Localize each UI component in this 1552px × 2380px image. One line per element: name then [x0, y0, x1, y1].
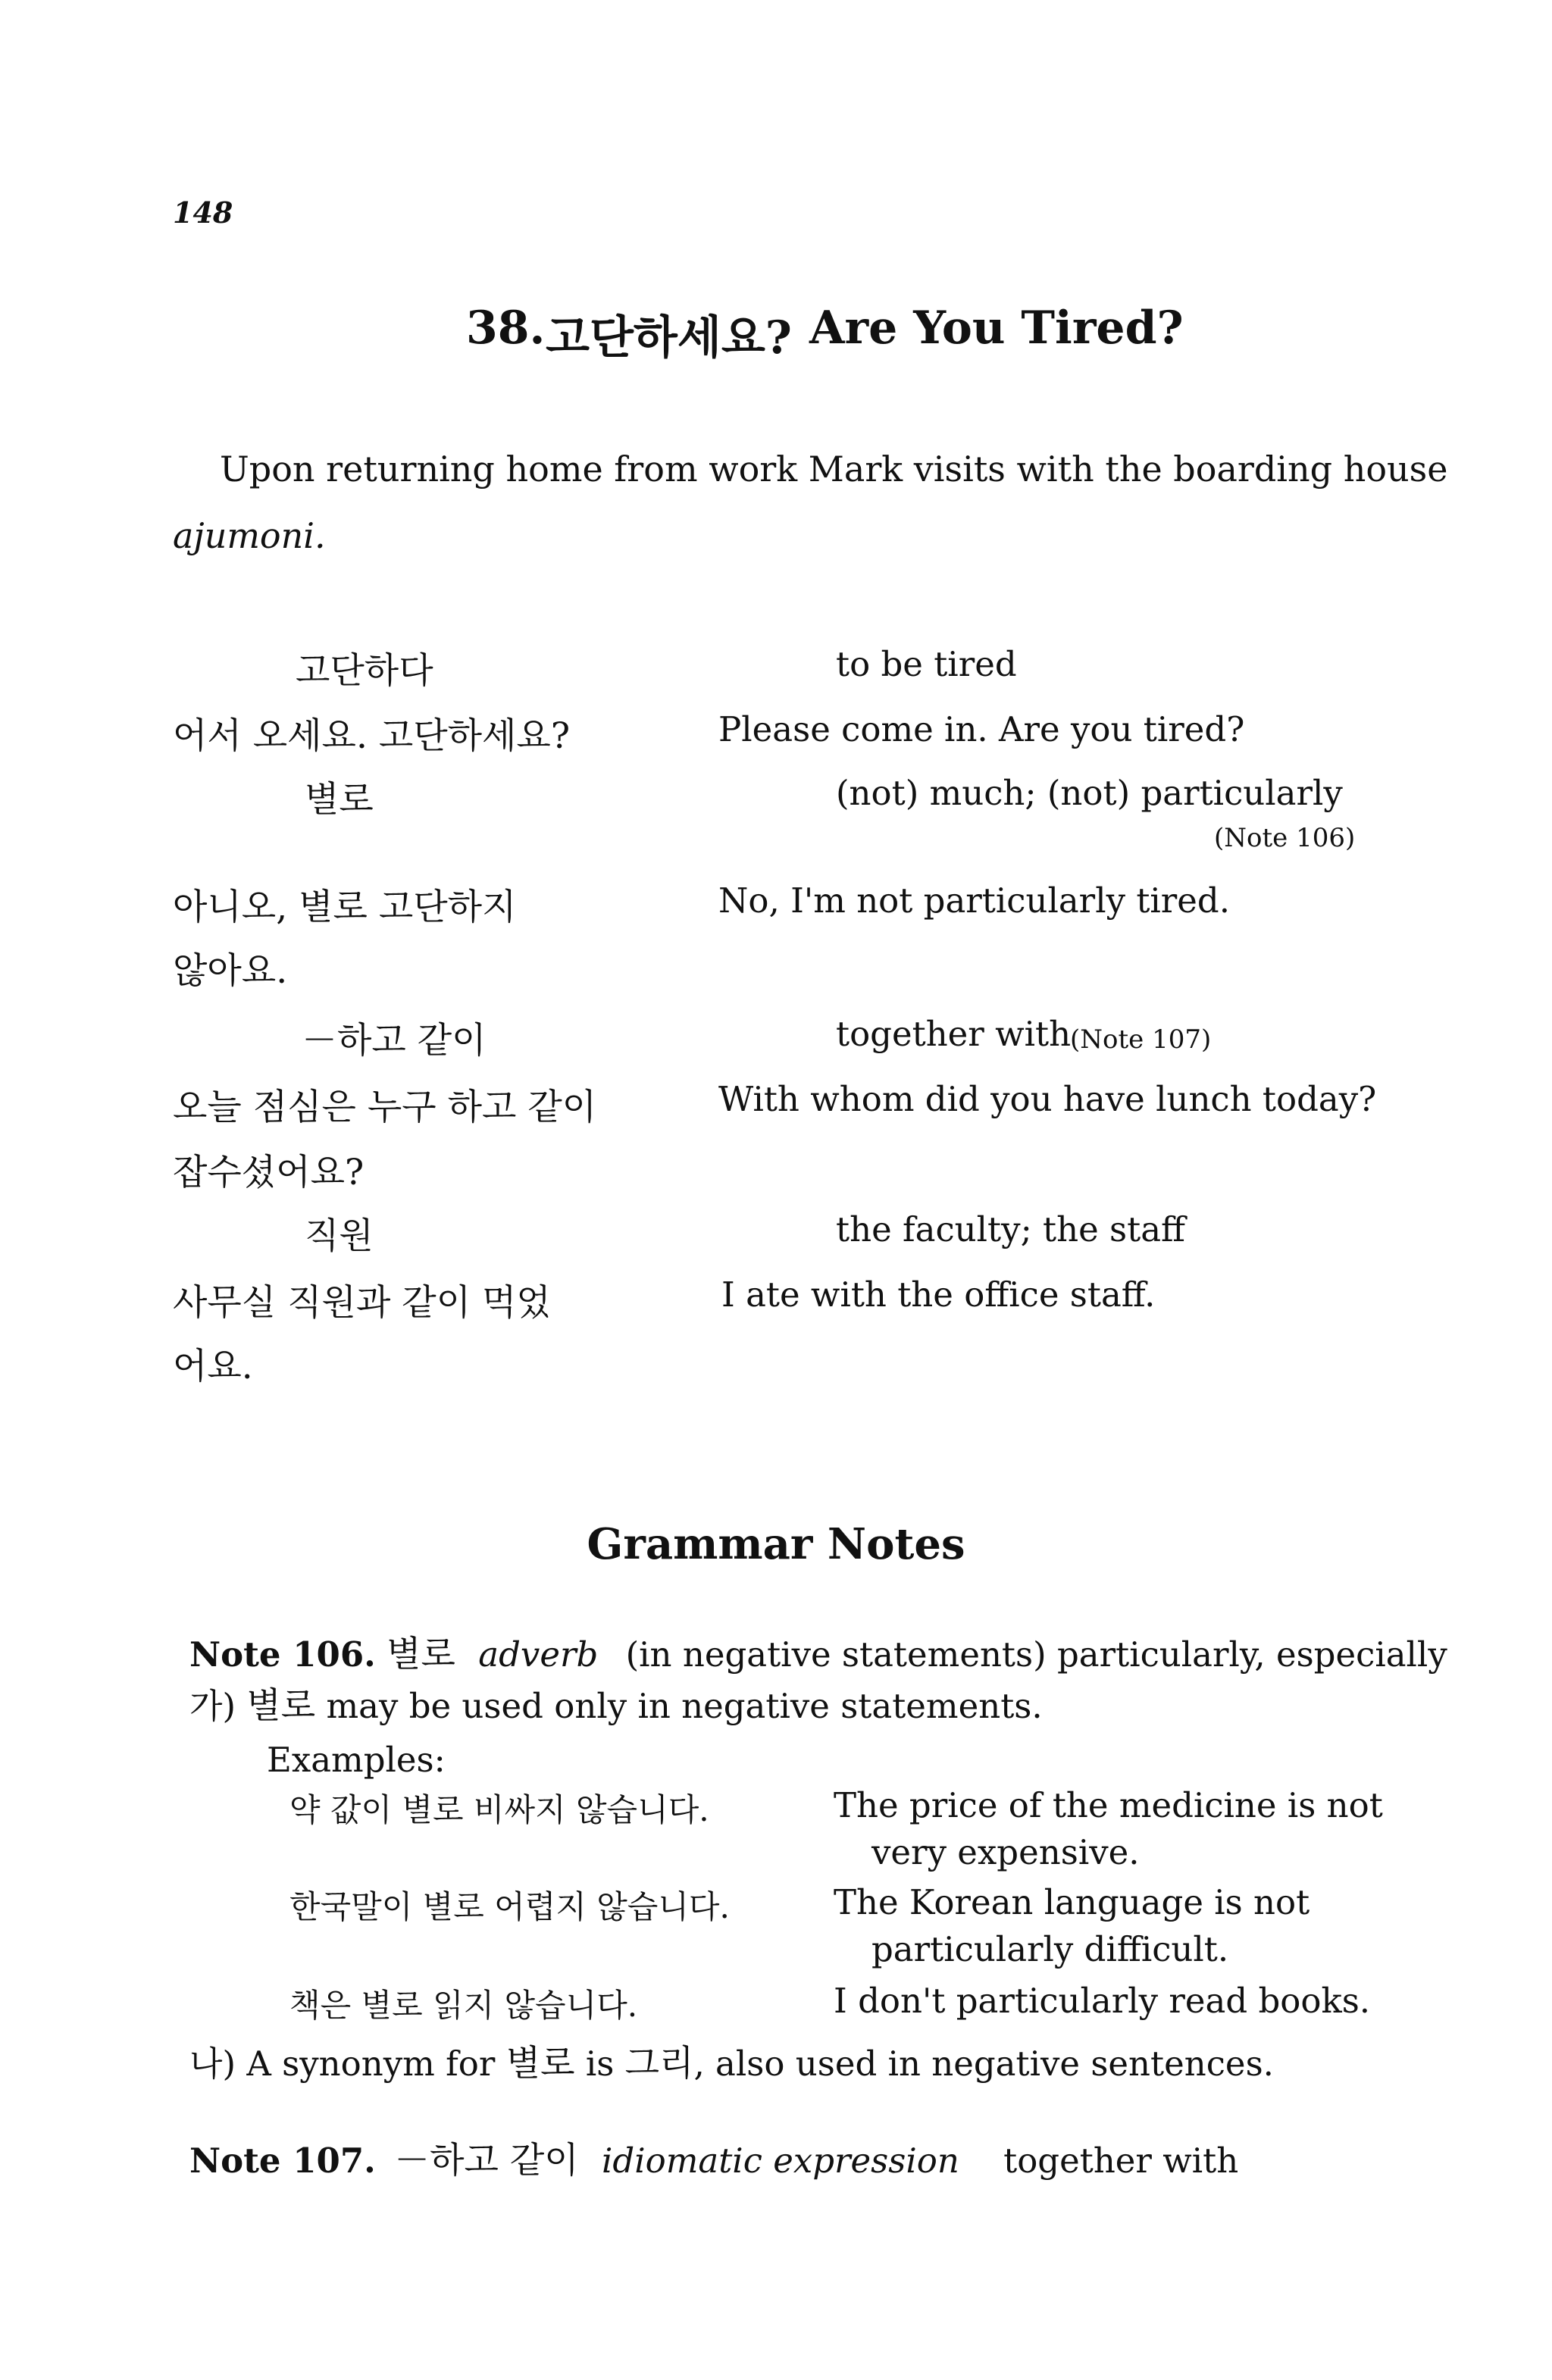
- subpoint-term: 별로: [505, 2043, 575, 2084]
- note-term: －하고 같이: [394, 2140, 579, 2181]
- example-ko: 책은 별로 읽지 않습니다.: [289, 1987, 638, 2024]
- ko-term: －하고 같이: [302, 1020, 487, 1062]
- note-ref: (Note 106): [1214, 823, 1356, 853]
- note-pos: idiomatic expression: [602, 2141, 959, 2181]
- subpoint-text: may be used only in negative statements.: [326, 1686, 1043, 1726]
- ko-sentence: 어서 오세요. 고단하세요?: [173, 715, 571, 757]
- note-pos: adverb: [478, 1634, 599, 1675]
- ko-sentence: 아니오, 별로 고단하지: [173, 887, 517, 928]
- subpoint-marker: 나): [189, 2044, 236, 2084]
- note-label: Note 106.: [189, 1634, 376, 1675]
- title-english: Are You Tired?: [809, 302, 1184, 355]
- en-gloss: together with: [836, 1014, 1072, 1054]
- subpoint-text: , also used in negative sentences.: [693, 2044, 1274, 2084]
- en-gloss: (not) much; (not) particularly: [836, 773, 1343, 813]
- en-translation: I ate with the office staff.: [721, 1274, 1156, 1315]
- example-en: The price of the medicine is not: [834, 1785, 1383, 1825]
- en-translation: With whom did you have lunch today?: [718, 1079, 1377, 1119]
- en-translation: No, I'm not particularly tired.: [718, 880, 1231, 921]
- subpoint-term: 그리: [624, 2043, 694, 2084]
- ko-sentence-cont: 않아요.: [173, 950, 288, 992]
- ko-term: 직원: [305, 1215, 374, 1257]
- note-label: Note 107.: [189, 2141, 376, 2181]
- intro-line-1: Upon returning home from work Mark visits with the boarding house: [220, 449, 1448, 489]
- example-ko: 한국말이 별로 어렵지 않습니다.: [289, 1888, 730, 1925]
- grammar-notes-heading: Grammar Notes: [587, 1519, 965, 1569]
- ko-term: 고단하다: [296, 650, 433, 692]
- note-term: 별로: [386, 1634, 455, 1675]
- note-ref: (Note 107): [1070, 1024, 1212, 1055]
- note-definition: together with: [1003, 2141, 1239, 2181]
- en-translation: Please come in. Are you tired?: [718, 709, 1245, 749]
- page-number: 148: [173, 195, 233, 230]
- example-en-cont: very expensive.: [871, 1832, 1140, 1872]
- example-en: The Korean language is not: [834, 1882, 1310, 1922]
- example-ko: 약 값이 별로 비싸지 않습니다.: [289, 1791, 709, 1828]
- ko-sentence: 사무실 직원과 같이 먹었: [173, 1282, 551, 1324]
- ko-sentence-cont: 어요.: [173, 1346, 253, 1387]
- en-gloss: to be tired: [836, 644, 1017, 684]
- ko-sentence-cont: 잡수셨어요?: [173, 1152, 365, 1193]
- example-en: I don't particularly read books.: [834, 1981, 1371, 2021]
- subpoint-term: 별로: [246, 1685, 316, 1727]
- examples-label: Examples:: [267, 1740, 446, 1780]
- intro-line-2: ajumoni.: [173, 515, 326, 556]
- title-korean: 고단하세요?: [546, 311, 792, 364]
- note-definition: (in negative statements) particularly, especially: [625, 1634, 1447, 1675]
- subpoint-text: is: [585, 2044, 615, 2084]
- ko-term: 별로: [305, 779, 374, 821]
- note-107: [189, 2132, 1238, 2183]
- title-number: 38.: [466, 302, 546, 355]
- en-gloss: the faculty; the staff: [836, 1209, 1186, 1249]
- subpoint-text: A synonym for: [246, 2044, 496, 2084]
- example-en-cont: particularly difficult.: [871, 1929, 1229, 1969]
- subpoint-marker: 가): [189, 1686, 236, 1726]
- ko-sentence: 오늘 점심은 누구 하고 같이: [173, 1087, 597, 1128]
